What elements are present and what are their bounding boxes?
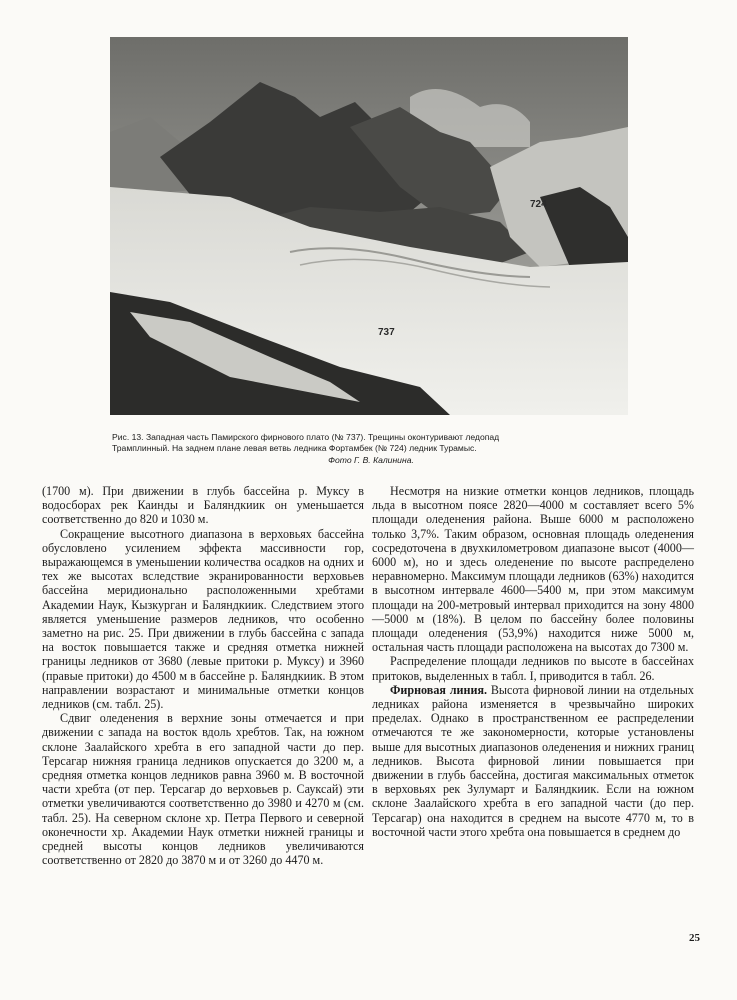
left-paragraph-3: Сдвиг оледенения в верхние зоны отмечается и при движении с запада на восток вдоль хребтов. Так, на южном склоне Заалайского хребта в его западной части до пер. Терсагар нижняя граница ледников опускается до 3200 м, а средняя отметка концов ледников равна 3960 м. В восточной части хребта (от пер. Терсагар до верховьев р. Сауксай) эти отметки увеличиваются соответственно до 3980 и 4270 м (см. табл. 25). На северном склоне хр. Петра Первого и северной оконечности хр. Академии Наук отметки нижней границы и средней высоты концов ледников увеличиваются соответственно от 2820 до 3870 м и от 3260 до 4470 м. [42,711,364,868]
left-paragraph-1: (1700 м). При движении в глубь бассейна р. Муксу в водосборах рек Каинды и Баляндкиик он уменьшается соответственно до 820 и 1030 м. [42,484,364,527]
photo-drawing [110,37,628,415]
left-text-column [42,484,364,867]
figure-label-724: 724 [530,199,547,210]
right-text-column [372,484,694,839]
right-paragraph-1: Несмотря на низкие отметки концов ледников, площадь льда в высотном поясе 2820—4000 м составляет всего 5% площади оледенения района. Выше 6000 м расположено только 3,7%. Таким образом, основная площадь оледенения сосредоточена в двухкилометровом диапазоне высот (4000—6000 м), но и здесь оледенение по высоте распределено неравномерно. Максимум площади ледников (63%) находится в высотном интервале 4600—5400 м, при этом максимум площади на 200-метровый интервал приходится на зону 4800—5000 м (18%). В целом по бассейну более половины площади оледенения (53,9%) находится ниже 5000 м, остальная часть площади расположена на высотах до 7300 м. [372,484,694,655]
caption-line-1: Рис. 13. Западная часть Памирского фирнового плато (№ 737). Трещины оконтуривают ледопад [112,432,500,442]
figure-caption [112,432,630,466]
right-paragraph-2: Распределение площади ледников по высоте в бассейнах притоков, выделенных в табл. I, приводится в табл. 26. [372,654,694,683]
section-heading-firn-line: Фирновая линия. [390,682,488,697]
caption-credit-name: Г. В. Калинина. [353,454,414,465]
right-paragraph-3 [372,683,694,839]
mountain-glacier-photo [110,37,628,415]
caption-line-2: Трамплинный. На заднем плане левая ветвь ледника Фортамбек (№ 724) ледник Турамыс. [112,443,477,454]
left-paragraph-2: Сокращение высотного диапазона в верховьях бассейна обусловлено усилением эффекта массивности гор, выражающемся в уменьшении количества осадков на одних и тех же высотах вследствие экранированности верховьев бассейна меридионально расположенными хребтами Академии Наук, Кызкурган и Баляндкиик. Следствием этого является уменьшение размеров ледников, что особенно заметно на рис. 25. При движении в глубь бассейна с запада на восток повышается также и средняя отметка нижней границы ледников от 3680 (левые притоки р. Муксу) и 3960 (правые притоки) до 4500 м в бассейне р. Баляндкиик. В этом направлении возрастают и минимальные отметки концов ледников (см. табл. 25). [42,526,364,712]
firn-line-text: Высота фирновой линии на отдельных ледниках района изменяется в чрезвычайно широких пределах. Однако в пространственном ее распределении отмечаются те же закономерности, которые установлены выше для высотных диапазонов оледенения и нижних границ ледников. Высота фирновой линии повышается при движении в глубь бассейна, достигая максимальных отметок в верховьях рек Зулумарт и Баляндкиик. Если на южном склоне Заалайского хребта в его западной части (до пер. Терсагар) она находится в среднем на высоте 4770 м, то в восточной части этого хребта она повышается в среднем до [372,682,694,839]
caption-credit-label: Фото [328,454,352,465]
figure-label-737: 737 [378,327,395,338]
page-number: 25 [689,932,700,944]
caption-photo-credit [112,455,630,466]
